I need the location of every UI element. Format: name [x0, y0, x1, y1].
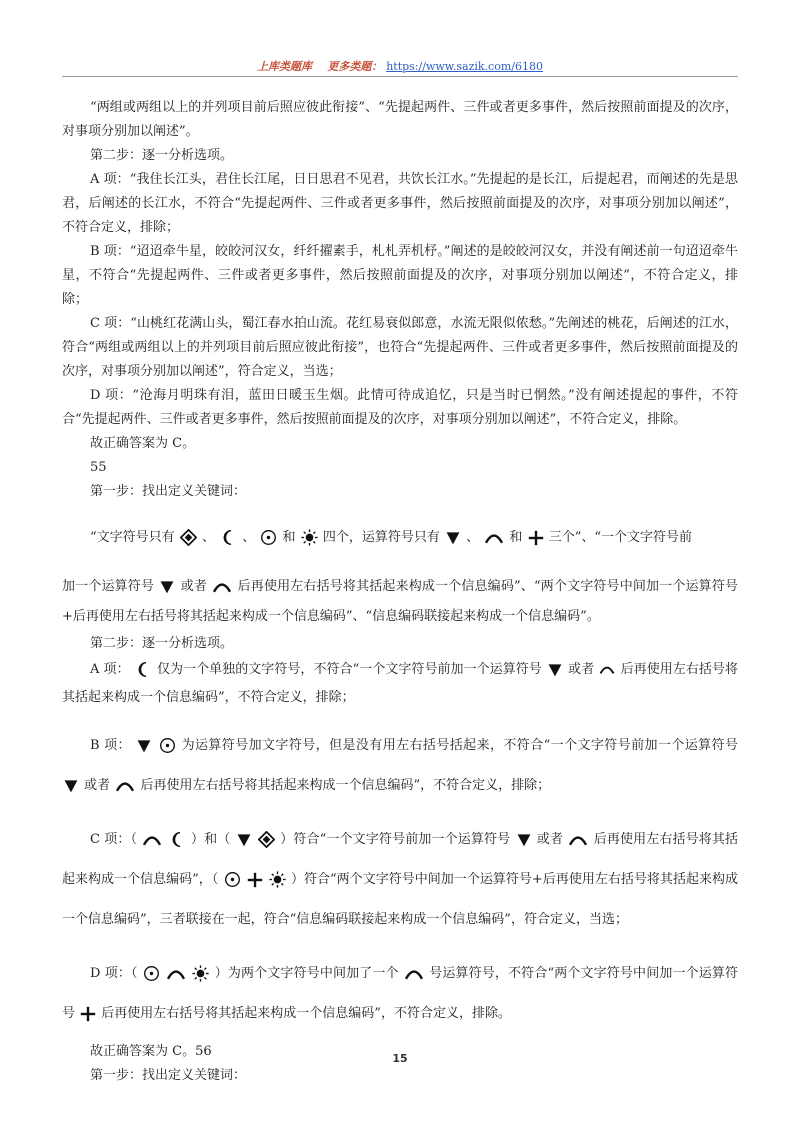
- text-span: 后再使用左右括号将其括起来构成一个信息编码”，不符合定义，排除；: [140, 778, 551, 793]
- plus-icon: [247, 872, 263, 888]
- header-brand: 上库类题库: [257, 60, 313, 73]
- text-span: 或者: [180, 579, 208, 594]
- paragraph: 第二步：逐一分析选项。: [90, 636, 234, 651]
- text-span: ）和（: [190, 832, 231, 847]
- text-span: ）符合“一个文字符号前加一个运算符号: [280, 832, 511, 847]
- text-span: 或者: [536, 832, 564, 847]
- moon-icon: [220, 529, 237, 546]
- triangle-icon: [236, 832, 252, 848]
- paragraph: A 项：“我住长江头，君住长江尾，日日思君不见君，共饮长江水。”先提起的是长江，后提起君，而阐述的先是思君，后阐述的长江水，不符合“先提起两件、三件或者更多事件，然后按照前面提及的次序，对事项分别加以阐述”，不符合定义，排除；: [62, 172, 738, 235]
- arc-icon: [166, 966, 186, 982]
- text-span: 三个”、“一个文字符号前: [548, 530, 693, 545]
- text-span: 后再使用左右括号将其括起来构成一个信息编码”，不符合定义，排除。: [101, 1006, 511, 1021]
- arc-icon: [484, 530, 504, 546]
- text-span: 和: [509, 530, 523, 545]
- moon-icon: [169, 831, 186, 848]
- arc-icon: [404, 966, 424, 982]
- text-span: 加一个运算符号: [62, 579, 155, 594]
- text-span: 后再使用左右括号将其括起来构成一个信息编码”，（: [62, 832, 739, 887]
- plus-icon: [80, 1006, 96, 1022]
- paragraph: “两组或两组以上的并列项目前后照应彼此衔接”、“先提起两件、三件或者更多事件，然后按照前面提及的次序，对事项分别加以阐述”。: [62, 100, 738, 139]
- text-span: B 项：: [90, 738, 131, 753]
- arc-icon: [115, 778, 135, 794]
- text-span: ）为两个文字符号中间加了一个: [214, 966, 399, 981]
- dot-circle-icon: [260, 529, 277, 546]
- option-d: [62, 954, 738, 1034]
- text-span: 和: [282, 530, 296, 545]
- triangle-icon: [516, 832, 532, 848]
- triangle-icon: [63, 778, 79, 794]
- text-span: 或者: [568, 662, 595, 677]
- triangle-icon: [159, 579, 175, 595]
- text-span: 为运算符号加文字符号，但是没有用左右括号括起来，不符合“一个文字符号前加一个运算符号: [181, 738, 738, 753]
- option-b: [62, 726, 738, 806]
- text-span: 、: [242, 530, 256, 545]
- question-number: 55: [90, 460, 107, 475]
- paragraph: D 项：“沧海月明珠有泪，蓝田日暖玉生烟。此情可待成追忆，只是当时已惘然。”没有阐述提起的事件，不符合“先提起两件、三件或者更多事件，然后按照前面提及的次序，对事项分别加以阐述”，不符合定义，排除。: [62, 388, 738, 427]
- header-rule: [62, 76, 738, 77]
- text-span: 仅为一个单独的文字符号，不符合“一个文字符号前加一个运算符号: [156, 662, 542, 677]
- header-link[interactable]: https://www.sazik.com/6180: [386, 60, 543, 73]
- plus-icon: [528, 530, 544, 546]
- dot-circle-icon: [224, 871, 241, 888]
- text-span: “文字符号只有: [90, 530, 175, 545]
- definition-paragraph: [62, 518, 738, 558]
- option-a: [62, 656, 738, 712]
- triangle-icon: [547, 662, 563, 678]
- arc-icon: [599, 663, 615, 676]
- sun-icon: [192, 965, 209, 982]
- triangle-icon: [445, 530, 461, 546]
- paragraph: 故正确答案为 C。56: [90, 1044, 212, 1059]
- paragraph: 第一步：找出定义关键词：: [90, 484, 247, 499]
- diamond-icon: [180, 529, 197, 546]
- text-span: C 项：（: [90, 832, 138, 847]
- paragraph: 第一步：找出定义关键词：: [90, 1068, 247, 1083]
- text-span: 号运算符号，不符合“两个文字符号中间加一个运算符号: [62, 966, 739, 1021]
- text-span: D 项：（: [90, 966, 138, 981]
- paragraph: 第二步：逐一分析选项。: [90, 148, 234, 163]
- diamond-icon: [258, 831, 275, 848]
- text-span: 后再使用左右括号将其括起来构成一个信息编码”，不符合定义，排除；: [62, 662, 738, 705]
- sun-icon: [269, 871, 286, 888]
- paragraph: B 项：“迢迢牵牛星，皎皎河汉女，纤纤擢素手，札札弄机杼。”阐述的是皎皎河汉女，并没有阐述前一句迢迢牵牛星，不符合“先提起两件、三件或者更多事件，然后按照前面提及的次序，对事项分别加以阐述”，不符合定义，排除；: [62, 244, 738, 307]
- header-more-label: 更多类题：: [327, 60, 383, 73]
- text-span: 或者: [84, 778, 111, 793]
- arc-icon: [212, 579, 232, 595]
- text-span: 后再使用左右括号将其括起来构成一个信息编码”、“两个文字符号中间加一个运算符号+后再使用左右括号将其括起来构成一个信息编码”、“信息编码联接起来构成一个信息编码”。: [62, 579, 738, 624]
- triangle-icon: [136, 738, 152, 754]
- page-header: [0, 58, 800, 74]
- text-span: ）符合“两个文字符号中间加一个运算符号+后再使用左右括号将其括起来构成一个信息编码”，三者联接在一起，符合“信息编码联接起来构成一个信息编码”，符合定义，当选；: [62, 872, 738, 927]
- text-span: 、: [466, 530, 480, 545]
- dot-circle-icon: [159, 737, 176, 754]
- arc-icon: [568, 832, 588, 848]
- text-span: 、: [201, 530, 215, 545]
- text-span: A 项：: [90, 662, 130, 677]
- option-c: [62, 820, 738, 940]
- moon-icon: [135, 661, 152, 678]
- paragraph: C 项：“山桃红花满山头，蜀江春水拍山流。花红易衰似郎意，水流无限似侬愁。”先阐述的桃花，后阐述的江水，符合“两组或两组以上的并列项目前后照应彼此衔接”，也符合“先提起两件、三件或者更多事件，然后按照前面提及的次序，对事项分别加以阐述”，符合定义，当选；: [62, 316, 738, 379]
- dot-circle-icon: [143, 965, 160, 982]
- sun-icon: [301, 529, 318, 546]
- arc-icon: [142, 832, 162, 848]
- text-span: 四个，运算符号只有: [322, 530, 440, 545]
- document-body: [62, 96, 738, 1088]
- paragraph: 故正确答案为 C。: [90, 436, 196, 451]
- definition-paragraph-cont: [62, 572, 738, 632]
- page-number: 15: [392, 1052, 408, 1065]
